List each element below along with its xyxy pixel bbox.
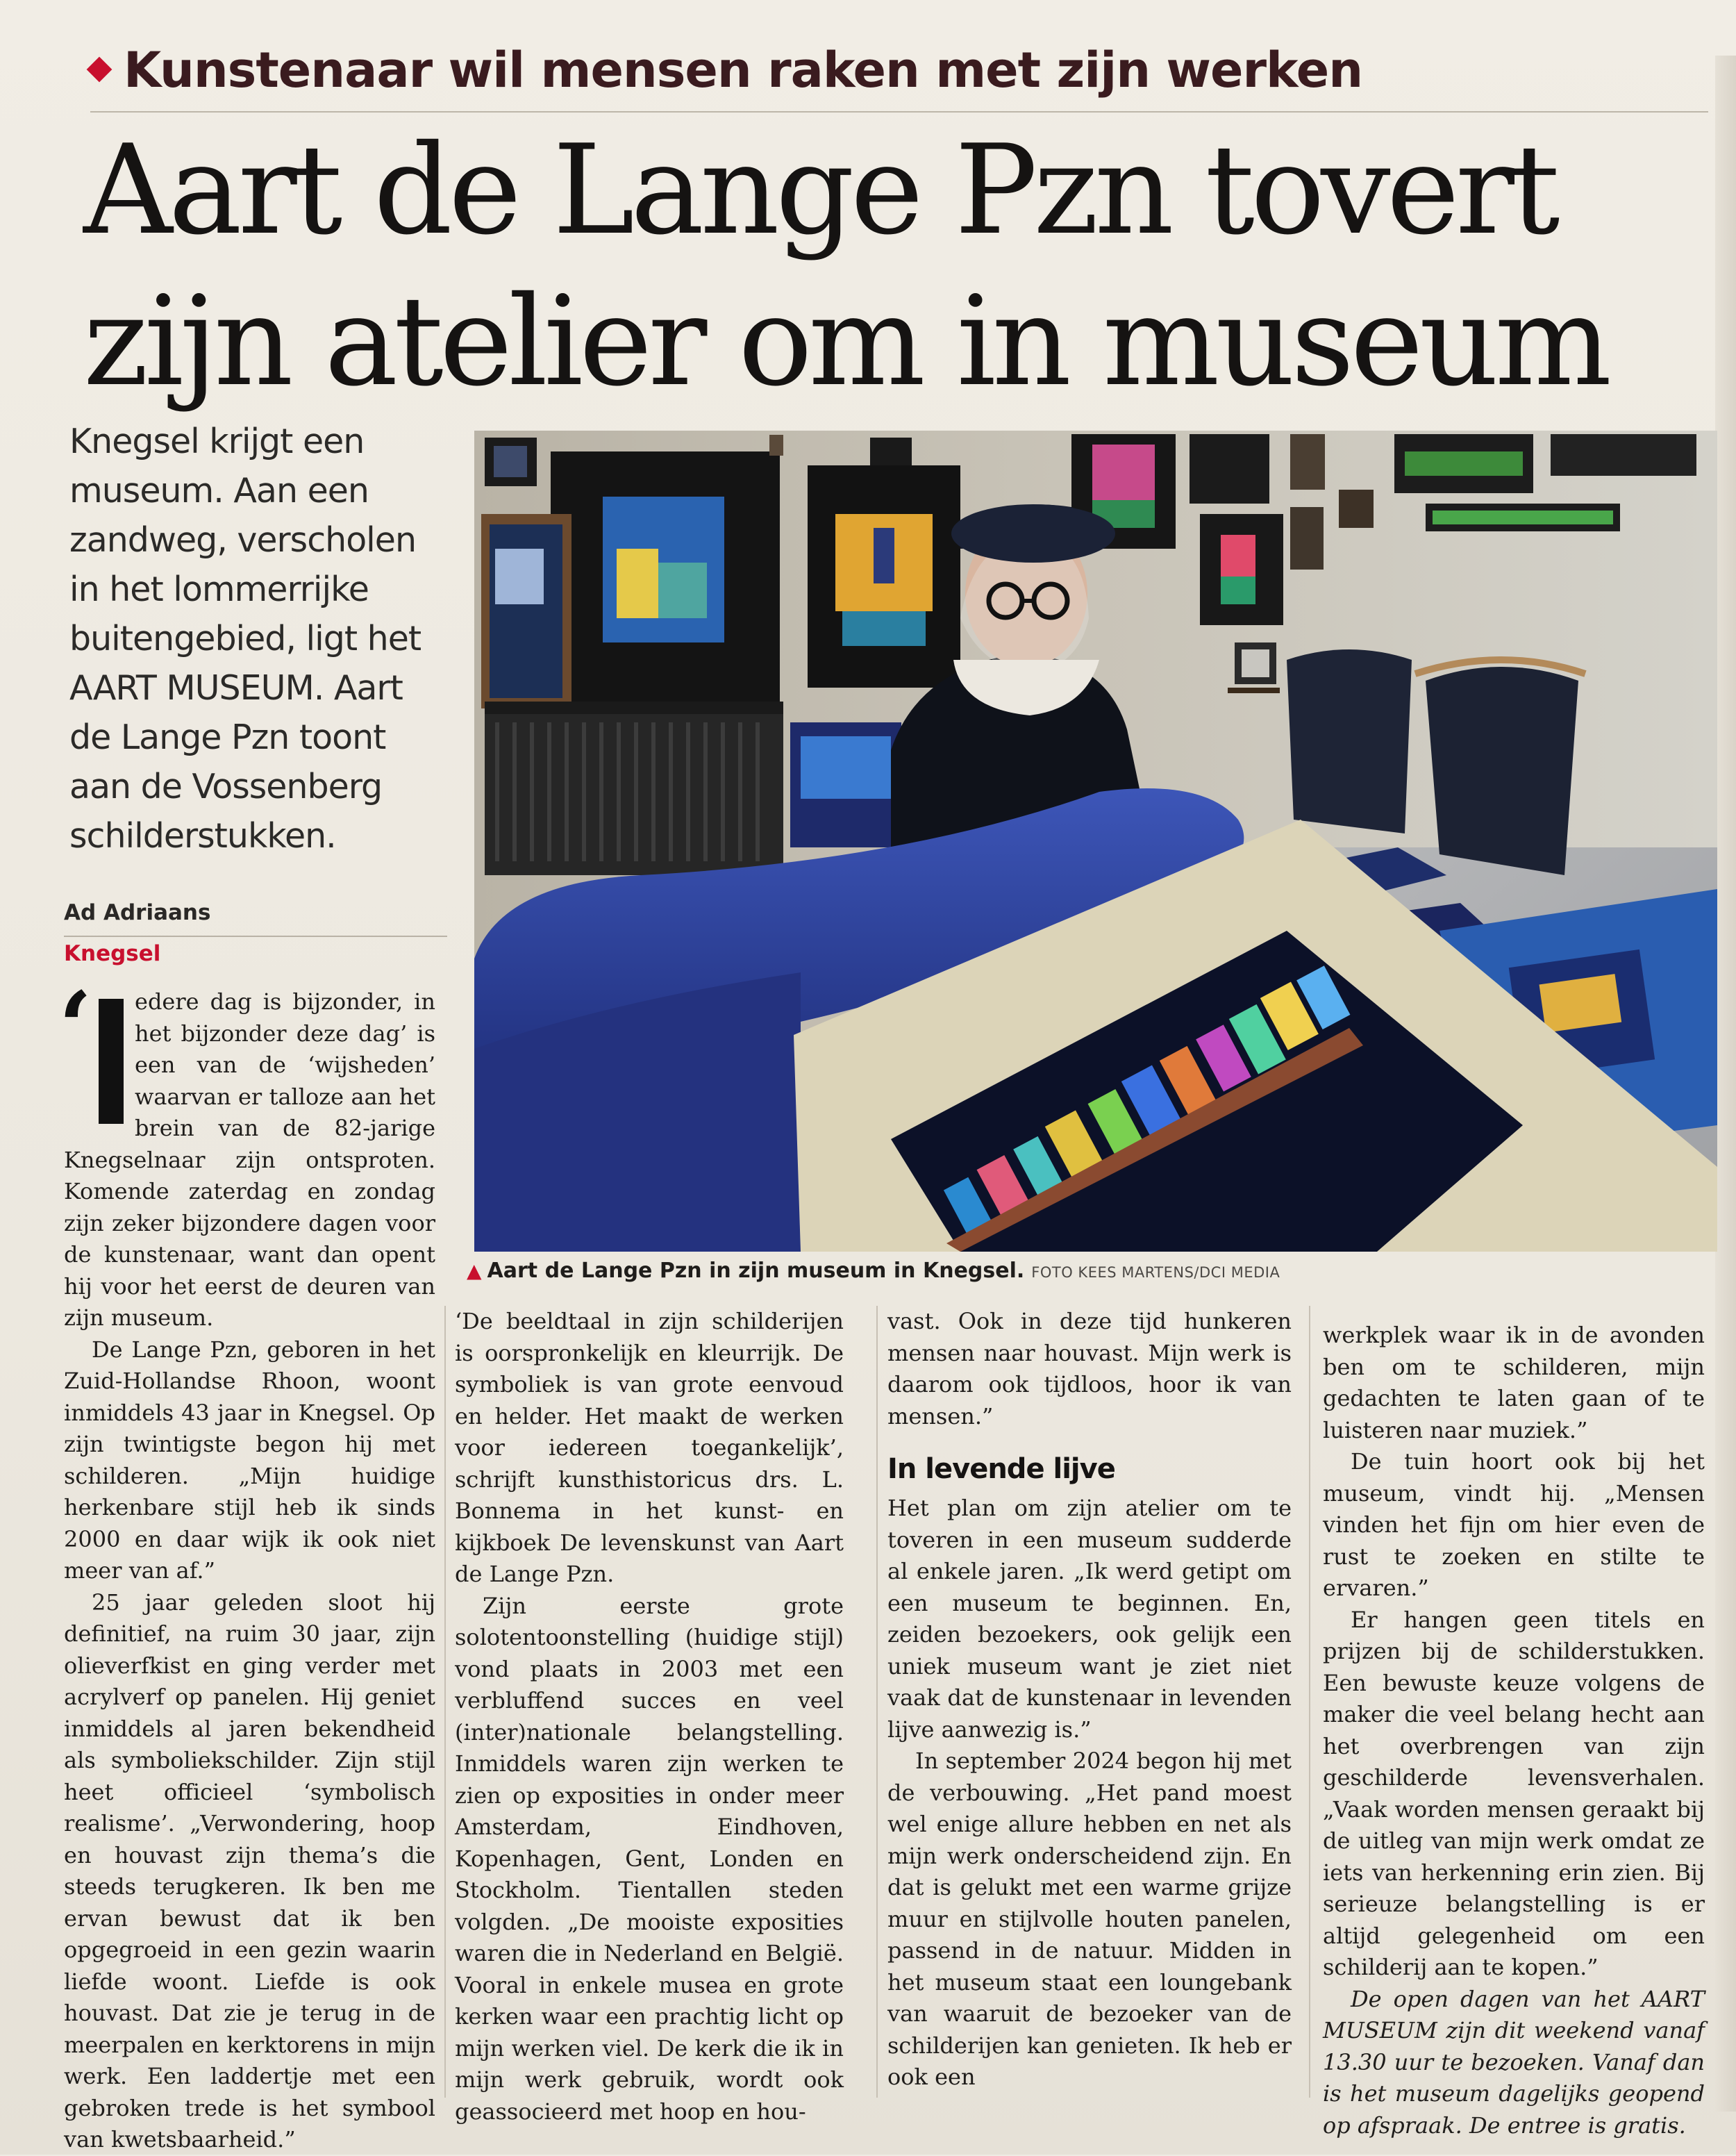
lead-paragraph — [69, 417, 458, 861]
closing-note: De open dagen van het AART MUSEUM zijn dit weekend vanaf 13.30 uur te bezoeken. Vanaf dan is het museum dagelijks geopend op afspraak. De entree is gratis. — [1323, 1985, 1705, 2139]
kicker — [90, 42, 1618, 111]
article-column-1 — [58, 971, 435, 2156]
headline-line-2: zijn atelier om in museum — [83, 270, 1608, 413]
body-paragraph: vast. Ook in deze tijd hunkeren mensen naar houvast. Mijn werk is daarom ook tijdloos, hoor ik van mensen.” — [887, 1308, 1292, 1429]
byline-author: Ad Adriaans — [64, 900, 211, 925]
body-paragraph: De tuin hoort ook bij het museum, vindt hij. „Mensen vinden het fijn om hier even de rust te zoeken en stilte te ervaren.” — [1323, 1448, 1705, 1601]
photo-credit: FOTO KEES MARTENS/DCI MEDIA — [1031, 1264, 1280, 1281]
article-photo — [474, 431, 1717, 1252]
kicker-rule — [90, 111, 1708, 113]
column-rule — [444, 1306, 446, 2098]
byline-place: Knegsel — [64, 941, 161, 966]
lead-line: buitengebied, ligt het — [69, 619, 422, 658]
body-paragraph: In september 2024 begon hij met de verbouwing. „Het pand moest wel enige allure hebben en net als mijn werk onderscheidend zijn. En dat is gelukt met een warme grijze muur en stijlvolle houten panelen, passend in de natuur. Midden in het museum staat een loungebank van waaruit de bezoeker van de schilderijen kan genieten. Ik heb er ook een — [887, 1748, 1292, 2090]
lead-line: museum. Aan een — [69, 471, 369, 511]
body-paragraph: De Lange Pzn, geboren in het Zuid-Hollandse Rhoon, woont inmiddels 43 jaar in Knegsel. Op zijn twintigste begon hij met schilderen. „Mijn huidige herkenbare stijl heb ik sinds 2000 en daar wijk ik ook niet meer van af.” — [64, 1336, 435, 1584]
column-rule — [876, 1306, 878, 2098]
caption-triangle-icon: ▲ — [467, 1259, 482, 1282]
article-column-2 — [455, 1306, 844, 2128]
body-paragraph: 25 jaar geleden sloot hij definitief, na ruim 30 jaar, zijn olieverfkist en ging verder met acrylverf op panelen. Hij geniet inmiddels al jaren bekendheid als symboliekschilder. Zijn stijl heet officieel ‘symbolisch realisme’. „Verwondering, hoop en houvast zijn thema’s die steeds terugkeren. Ik ben me ervan bewust dat ik ben opgegroeid in een gezin waarin liefde woont. Liefde is ook houvast. Dat zie je terug in de meerpalen en kerktorens in mijn werk. Een laddertje met een gebroken trede is het symbool van kwetsbaarheid.” — [64, 1589, 435, 2153]
lead-line: Knegsel krijgt een — [69, 422, 365, 461]
artist-in-museum-illustration — [474, 431, 1717, 1252]
body-paragraph: ‘De beeldtaal in zijn schilderijen is oorspronkelijk en kleurrijk. De symboliek is van grote eenvoud en helder. Het maakt de werken voor iedereen toegankelijk’, schrijft kunsthistoricus drs. L. Bonnema in het kunst- en kijkboek De levenskunst van Aart de Lange Pzn. — [455, 1308, 844, 1587]
lead-line: in het lommerrijke — [69, 570, 369, 609]
caption-text: Aart de Lange Pzn in zijn museum in Knegsel. — [487, 1259, 1025, 1283]
subheading: In levende lijve — [887, 1453, 1115, 1485]
lead-line: de Lange Pzn toont — [69, 718, 386, 757]
body-paragraph: Zijn eerste grote solotentoonstelling (huidige stijl) vond plaats in 2003 met een verbluffend succes en veel (inter)nationale belangstelling. Inmiddels waren zijn werken te zien op exposities in onder meer Amsterdam, Eindhoven, Kopenhagen, Gent, Londen en Stockholm. Tientallen steden volgden. „De mooiste exposities waren die in Nederland en België. Vooral in enkele musea en grote kerken waar een prachtig licht op mijn werken viel. De kerk die ik in mijn werk gebruik, wordt ook geassocieerd met hoop en hou- — [455, 1592, 844, 2125]
body-paragraph: werkplek waar ik in de avonden ben om te schilderen, mijn gedachten te laten gaan of te luisteren naar muziek.” — [1323, 1322, 1705, 1443]
dropcap — [58, 971, 128, 1129]
body-paragraph: Het plan om zijn atelier om te toveren in een museum sudderde al enkele jaren. „Ik werd getipt om een museum te beginnen. En, zeiden bezoekers, ook gelijk een uniek museum want je ziet niet vaak dat de kunstenaar in levenden lijve aanwezig is.” — [887, 1495, 1292, 1743]
body-paragraph: Er hangen geen titels en prijzen bij de schilderstukken. Een bewuste keuze volgens de maker die veel belang hecht aan het overbrengen van zijn geschilderde levensverhalen. „Vaak worden mensen geraakt bij de uitleg van mijn werk omdat ze iets van herkenning erin zien. Bij serieuze belangstelling is er altijd gelegenheid om een schilderij aan te kopen.” — [1323, 1606, 1705, 1980]
lead-line: AART MUSEUM. Aart — [69, 668, 403, 708]
dropcap-quote-mark: ‘ — [58, 971, 92, 1085]
headline — [83, 115, 1680, 417]
adjacent-page-edge — [1715, 56, 1736, 2112]
lead-line: zandweg, verscholen — [69, 520, 416, 560]
kicker-text: Kunstenaar wil mensen raken met zijn werken — [124, 42, 1363, 99]
body-paragraph: edere dag is bijzonder, in het bijzonder deze dag’ is een van de ‘wijsheden’ waarvan er talloze aan het brein van de 82-jarige Knegselnaar zijn ontsproten. Komende zaterdag en zondag zijn zeker bijzondere dagen voor de kunstenaar, want dan opent hij voor het eerst de deuren van zijn museum. — [64, 988, 435, 1331]
lead-line: schilderstukken. — [69, 816, 336, 856]
byline-rule — [64, 936, 447, 937]
column-rule — [1309, 1306, 1310, 2098]
article-column-4 — [1323, 1320, 1705, 2141]
dropcap-letter-i — [99, 999, 124, 1124]
photo-caption — [467, 1259, 1717, 1283]
headline-line-1: Aart de Lange Pzn tovert — [83, 118, 1556, 262]
kicker-marker-icon — [87, 57, 112, 83]
article-column-3 — [887, 1306, 1292, 2093]
lead-line: aan de Vossenberg — [69, 767, 383, 806]
